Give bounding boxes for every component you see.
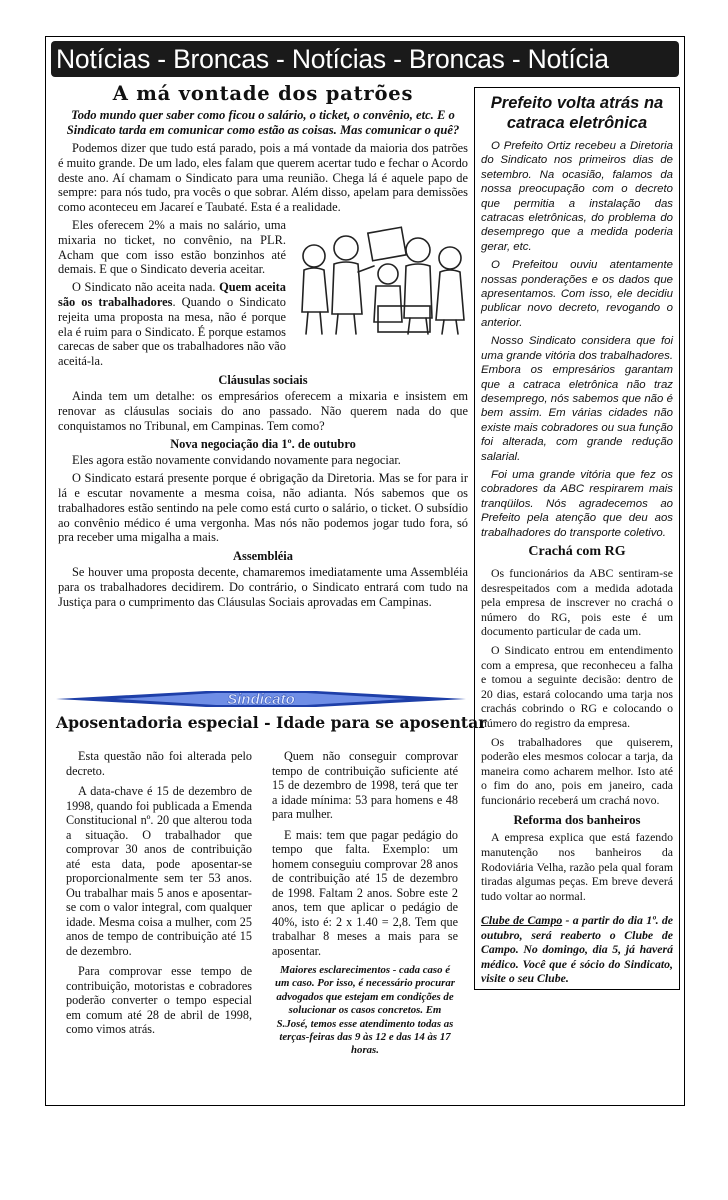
section-heading: Assembléia	[233, 549, 293, 564]
paragraph: Eles agora estão novamente convidando novamente para negociar.	[72, 453, 401, 468]
mayor-article-title: Prefeito volta atrás na catraca eletrônica	[490, 94, 664, 132]
paragraph: O Prefeitou ouviu atentamente nossas ponderações e os dados que apresentamos. Com isso, ele decidiu publicar novo decreto, revogando o anterior.	[481, 259, 673, 329]
paragraph: Esta questão não foi alterada pelo decreto.	[66, 749, 252, 778]
mayor-article-box	[474, 87, 680, 990]
cartoon-illustration	[290, 222, 468, 338]
paragraph: E mais: tem que pagar pedágio do tempo que falta. Exemplo: um homem conseguiu comprovar 28 anos de contribuição até 15 de dezembro de 1998. Faltam 2 anos. Sobre este 2 anos, tem que aplicar o pedágio de 40%, isto é: 2 x 1.40 = 2,8. Tem que trabalhar 8 meses a mais para se aposentar.	[272, 827, 458, 958]
main-article-title: A má vontade dos patrões	[112, 82, 414, 105]
paragraph: Nosso Sindicato considera que foi uma grande vitória dos trabalhadores. Embora os empresários garantam que a catraca eletrônica não traz desemprego, nós sabemos que não é bem assim. Em várias cidades não existe mais cobradores ou sua função foi alterada, com grande redução salarial.	[481, 335, 673, 463]
ribbon-label: Sindicato	[227, 691, 295, 708]
retirement-article-title: Aposentadoria especial - Idade para se aposentar	[56, 713, 487, 732]
sindicato-ribbon	[56, 687, 466, 711]
news-banner: Notícias - Broncas - Notícias - Broncas - Notícia	[51, 41, 679, 77]
paragraph: Eles oferecem 2% a mais no salário, uma mixaria no ticket, no convênio, na PLR. Acham que com isso estão bonzinhos até demais. E que o Sindicato deveria aceitar.	[58, 217, 286, 277]
right-column	[474, 87, 680, 990]
paragraph: O Sindicato não aceita nada. Quem aceita são os trabalhadores. Quando o Sindicato rejeita uma proposta na mesa, não é porque ela é ruim para o Sindicato. É porque estamos carecas de saber que os trabalhadores não vão aceitá-la.	[58, 280, 286, 369]
bathroom-article-title: Reforma dos banheiros	[513, 813, 641, 828]
club-notice: Clube de Campo - a partir do dia 1º. de outubro, será reaberto o Clube de Campo. No domingo, dia 5, já haverá médico. Você que é sócio do Sindicato, visite o seu Clube.	[481, 913, 673, 986]
paragraph: A data-chave é 15 de dezembro de 1998, quando foi publicada a Emenda Constitucional nº. 20 que alterou toda a situação. O trabalhador que comprovar 30 anos de contribuição até esta data, pode aposentar-se proporcionalmente sem ter 53 anos. Ou trabalhar mais 5 anos e aposentar-se com o valor integral, com qualquer idade. Mesma coisa a mulher, com 25 anos de tempo de contribuição até 15 de dezembro.	[66, 784, 252, 958]
main-article	[58, 81, 468, 613]
paragraph: Ainda tem um detalhe: os empresários oferecem a mixaria e insistem em renovar as cláusulas sociais do ano passado. Não querem nada do que conquistamos no Tribunal, em Campinas. Tem como?	[58, 388, 468, 433]
main-article-subtitle: Todo mundo quer saber como ficou o salário, o ticket, o convênio, etc. E o Sindicato tarda em comunicar como estão as coisas. Mas comunicar o quê?	[66, 108, 460, 137]
paragraph: Foi uma grande vitória que fez os cobradores da ABC respirarem mais tranqüilos. Nós agradecemos ao Prefeito pela atenção que deu aos trabalhadores do transporte coletivo.	[481, 468, 673, 539]
badge-article-title: Crachá com RG	[528, 543, 626, 559]
paragraph: A empresa explica que está fazendo manutenção nos banheiros da Rodoviária Velha, razão pela qual foram tiradas algumas peças. Em breve deverá tudo voltar ao normal.	[481, 830, 673, 903]
paragraph: Para comprovar esse tempo de contribuição, motoristas e cobradores poderão converter o tempo especial em comum até 28 de abril de 1998, como vimos atrás.	[66, 964, 252, 1036]
retirement-column-1	[66, 749, 252, 1043]
paragraph: Os funcionários da ABC sentiram-se desrespeitados com a medida adotada pela empresa de inscrever no crachá o número do RG, pois este é um documento particular de cada um.	[481, 565, 673, 639]
retirement-column-2	[272, 749, 458, 1058]
paragraph: O Prefeito Ortiz recebeu a Diretoria do Sindicato nos primeiros dias de setembro. Na ocasião, falamos da nossa preocupação com o decreto que permitia a instalação das catracas eletrônicas, do problema do desemprego que a medida poderia gerar, etc.	[481, 140, 673, 253]
paragraph: Quem não conseguir comprovar tempo de contribuição suficiente até 15 de dezembro de 1998, terá que ter a idade mínima: 53 para homens e 48 para mulher.	[272, 749, 458, 821]
paragraph: O Sindicato entrou em entendimento com a empresa, que reconheceu a falha e tomou a seguinte decisão: dentro de 20 dias, estará colocando uma tarja nos crachás cobrindo o RG e colocando o número do registro da empresa.	[481, 642, 673, 730]
paragraph: Se houver uma proposta decente, chamaremos imediatamente uma Assembléia para os trabalhadores decidirem. Do contrário, o Sindicato entrará com tudo na Justiça para o cumprimento das Cláusulas Sociais aprovadas em Campinas.	[58, 565, 468, 609]
section-heading: Cláusulas sociais	[218, 372, 308, 387]
newspaper-page	[45, 36, 685, 1106]
section-heading: Nova negociação dia 1º. de outubro	[170, 437, 356, 452]
paragraph: Podemos dizer que tudo está parado, pois a má vontade da maioria dos patrões é muito grande. De um lado, eles falam que querem acertar tudo e fechar o Acordo deste ano. Aí chamam o Sindicato para uma reunião. Chega lá é aquele papo de sempre: para nós tudo, pra vocês o que sobrar. Além disso, apelam para demissões como aconteceu em Jacareí e Taubaté. Esta é a realidade.	[58, 141, 468, 215]
paragraph: Os trabalhadores que quiserem, poderão eles mesmos colocar a tarja, da maneira como acharem melhor. Isto até o fim do ano, pois em janeiro, cada funcionário receberá um crachá novo.	[481, 734, 673, 807]
legal-note: Maiores esclarecimentos - cada caso é um caso. Por isso, é necessário procurar advogados que estejam em condições de solucionar os casos concretos. Em S.José, temos esse atendimento todas as terças-feiras das 9 às 12 e das 14 às 17 horas.	[275, 964, 455, 1057]
paragraph: O Sindicato estará presente porque é obrigação da Diretoria. Mas se for para ir lá e escutar novamente a mesma coisa, não adianta. Nós sabemos que os trabalhadores estão sentindo na pele como está curto o salário, o ticket. O subsídio ao convênio médico é uma vergonha. Mas nós não podemos jogar tudo fora, só pra receber uma migalha a mais.	[58, 471, 468, 545]
